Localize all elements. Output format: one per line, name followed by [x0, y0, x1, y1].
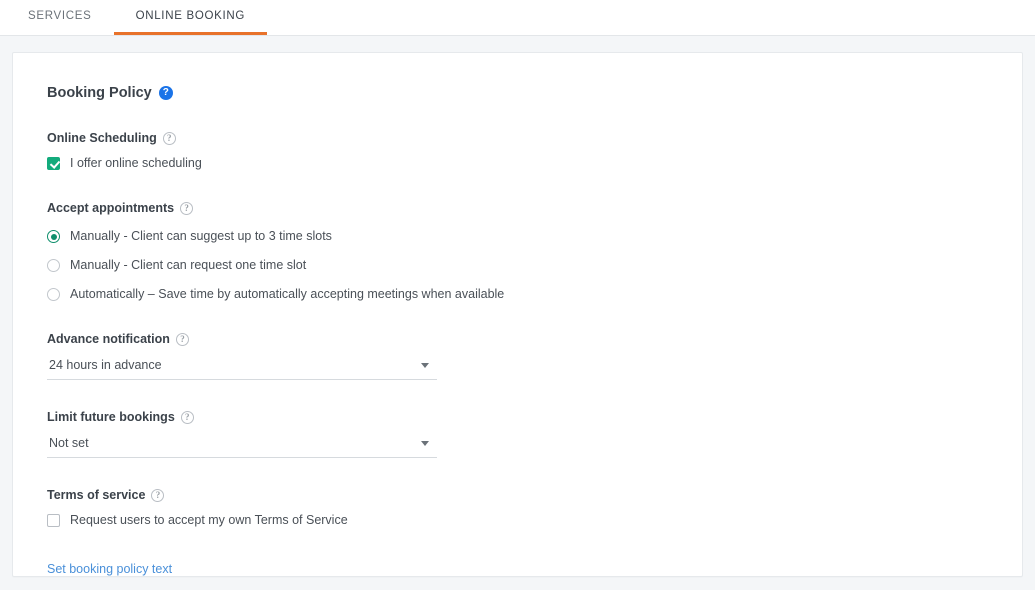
- advance-notification-label-text: Advance notification: [47, 332, 170, 346]
- terms-of-service-label: [47, 488, 988, 502]
- help-icon[interactable]: ?: [181, 411, 194, 424]
- radio-manually-three-slots[interactable]: [47, 230, 60, 243]
- advance-notification-label: [47, 332, 988, 346]
- limit-future-bookings-select[interactable]: [47, 436, 437, 458]
- section-limit-future-bookings: [47, 410, 988, 458]
- accept-option-row[interactable]: [47, 287, 988, 302]
- advance-notification-select[interactable]: [47, 358, 437, 380]
- help-icon[interactable]: ?: [180, 202, 193, 215]
- section-terms-of-service: [47, 488, 988, 528]
- limit-future-bookings-label-text: Limit future bookings: [47, 410, 175, 424]
- card-wrapper: [0, 36, 1035, 577]
- page-title: [47, 85, 988, 101]
- tab-services[interactable]: [6, 0, 114, 35]
- page-title-text: Booking Policy: [47, 85, 152, 101]
- request-terms-acceptance-label: Request users to accept my own Terms of Service: [70, 513, 348, 527]
- tab-online-booking-label: ONLINE BOOKING: [135, 10, 246, 22]
- terms-of-service-label-text: Terms of service: [47, 488, 146, 502]
- online-scheduling-checkbox-row[interactable]: [47, 156, 988, 171]
- set-booking-policy-text-link[interactable]: Set booking policy text: [47, 562, 173, 576]
- radio-automatically-label: Automatically – Save time by automatically accepting meetings when available: [70, 287, 505, 301]
- request-terms-acceptance-checkbox[interactable]: [47, 514, 60, 527]
- offer-online-scheduling-checkbox[interactable]: [47, 157, 60, 170]
- offer-online-scheduling-label: I offer online scheduling: [70, 156, 202, 170]
- limit-future-bookings-value: Not set: [49, 436, 89, 450]
- accept-option-row[interactable]: [47, 229, 988, 244]
- chevron-down-icon[interactable]: [421, 441, 429, 446]
- accept-appointments-label-text: Accept appointments: [47, 201, 175, 215]
- help-icon[interactable]: ?: [163, 132, 176, 145]
- radio-manually-one-slot[interactable]: [47, 259, 60, 272]
- limit-future-bookings-label: [47, 410, 988, 424]
- help-icon[interactable]: ?: [151, 489, 164, 502]
- chevron-down-icon[interactable]: [421, 363, 429, 368]
- tab-services-label: SERVICES: [28, 10, 92, 22]
- accept-option-row[interactable]: [47, 258, 988, 273]
- help-icon[interactable]: ?: [176, 333, 189, 346]
- tab-online-booking[interactable]: [114, 0, 268, 35]
- accept-appointments-label: [47, 201, 988, 215]
- radio-manually-three-slots-label: Manually - Client can suggest up to 3 time slots: [70, 229, 332, 243]
- tab-bar: [0, 0, 1035, 36]
- section-online-scheduling: [47, 131, 988, 171]
- radio-manually-one-slot-label: Manually - Client can request one time slot: [70, 258, 307, 272]
- online-scheduling-label: [47, 131, 988, 145]
- booking-policy-card: [12, 52, 1023, 577]
- online-scheduling-label-text: Online Scheduling: [47, 131, 157, 145]
- section-advance-notification: [47, 332, 988, 380]
- radio-automatically[interactable]: [47, 288, 60, 301]
- advance-notification-value: 24 hours in advance: [49, 358, 162, 372]
- terms-of-service-checkbox-row[interactable]: [47, 513, 988, 528]
- help-icon[interactable]: ?: [159, 86, 173, 100]
- section-accept-appointments: [47, 201, 988, 302]
